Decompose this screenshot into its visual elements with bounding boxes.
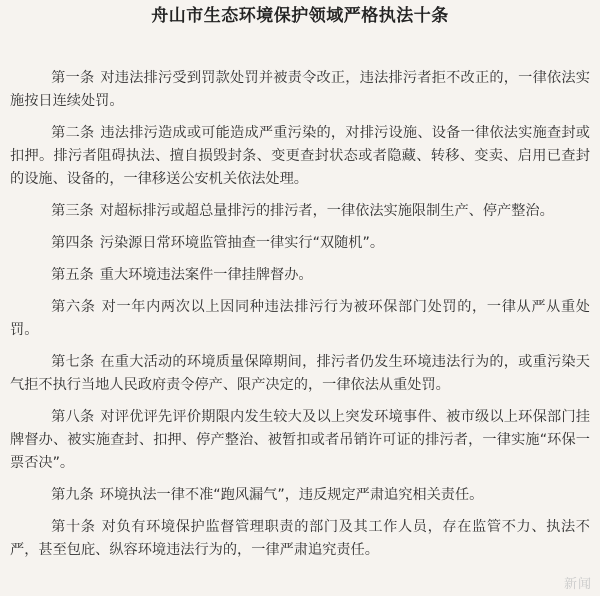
article-number: 第五条 [51,267,94,283]
article-text: 环境执法一律不准“跑风漏气”，违反规定严肃追究相关责任。 [99,487,484,503]
article-text: 违法排污造成或可能造成严重污染的，对排污设施、设备一律依法实施查封或扣押。排污者阻碍执法、擅自损毁封条、变更查封状态或者隐藏、转移、变卖、启用已查封的设施、设备的，一律移送公安机关依法处理。 [10,125,590,187]
article-text: 对超标排污或超总量排污的排污者，一律依法实施限制生产、停产整治。 [99,203,554,219]
article-number: 第二条 [51,125,95,141]
article-text: 对一年内两次以上因同种违法排污行为被环保部门处罚的，一律从严从重处罚。 [10,299,590,338]
article-text: 重大环境违法案件一律挂牌督办。 [99,267,313,283]
article-number: 第三条 [51,203,94,219]
article-8 [10,406,590,475]
article-number: 第十条 [51,519,96,535]
article-number: 第一条 [51,70,95,86]
article-3 [10,200,590,223]
watermark: 新闻 [563,577,592,592]
article-number: 第六条 [51,299,96,315]
article-number: 第七条 [51,354,95,370]
article-2 [10,122,590,191]
document-title: 舟山市生态环境保护领域严格执法十条 [151,6,449,26]
article-list [10,67,590,562]
article-7 [10,351,590,397]
article-text: 在重大活动的环境质量保障期间，排污者仍发生环境违法行为的，或重污染天气拒不执行当地人民政府责令停产、限产决定的，一律依法从重处罚。 [10,354,590,393]
article-6 [10,296,590,342]
article-9 [10,484,590,507]
article-number: 第四条 [51,235,94,251]
article-text: 对违法排污受到罚款处罚并被责令改正，违法排污者拒不改正的，一律依法实施按日连续处罚。 [10,70,590,109]
article-10 [10,516,590,562]
article-text: 污染源日常环境监管抽查一律实行“双随机”。 [99,235,385,251]
article-number: 第九条 [51,487,94,503]
article-number: 第八条 [51,409,95,425]
article-1 [10,67,590,113]
article-4 [10,232,590,255]
article-text: 对评优评先评价期限内发生较大及以上突发环境事件、被市级以上环保部门挂牌督办、被实施查封、扣押、停产整治、被暂扣或者吊销许可证的排污者，一律实施“环保一票否决”。 [10,409,590,471]
article-text: 对负有环境保护监督管理职责的部门及其工作人员，存在监管不力、执法不严，甚至包庇、纵容环境违法行为的，一律严肃追究责任。 [10,519,590,558]
article-5 [10,264,590,287]
